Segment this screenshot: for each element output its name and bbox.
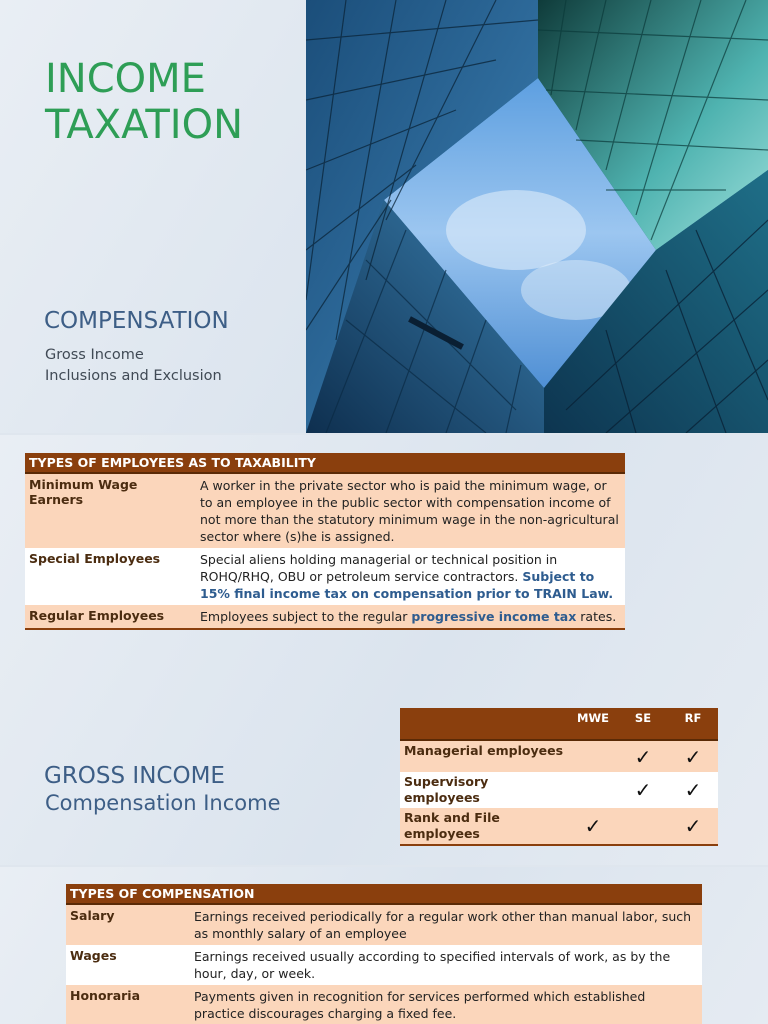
table-row xyxy=(25,473,625,548)
section-subtopics xyxy=(45,345,222,387)
description-highlight: Subject to 15% final income tax on compensation prior to TRAIN Law. xyxy=(200,569,614,601)
employee-table-header: TYPES OF EMPLOYEES AS TO TAXABILITY xyxy=(25,453,625,473)
check-icon xyxy=(568,740,618,772)
title-line-2: TAXATION xyxy=(45,102,243,148)
row-label-line: Earners xyxy=(29,492,84,507)
check-icon xyxy=(618,808,668,845)
title-slide xyxy=(0,0,768,433)
check-icon: ✓ xyxy=(668,740,718,772)
subtopic-inclusions: Inclusions and Exclusion xyxy=(45,368,222,384)
table-row xyxy=(66,985,702,1024)
row-label: Wages xyxy=(66,945,190,985)
matrix-row-label: Supervisory employees xyxy=(400,772,568,808)
check-icon: ✓ xyxy=(568,808,618,845)
table-row xyxy=(400,808,718,845)
check-icon: ✓ xyxy=(618,772,668,808)
row-label: Special Employees xyxy=(25,548,196,605)
employee-types-table xyxy=(25,453,625,630)
table-row xyxy=(25,605,625,629)
matrix-col-mwe: MWE xyxy=(568,708,618,740)
check-icon: ✓ xyxy=(618,740,668,772)
slide-title xyxy=(45,56,243,148)
title-line-1: INCOME xyxy=(45,56,206,102)
row-label: Salary xyxy=(66,904,190,945)
table-row xyxy=(66,904,702,945)
row-label xyxy=(25,473,196,548)
description-text: Employees subject to the regular xyxy=(200,609,408,624)
check-icon: ✓ xyxy=(668,772,718,808)
row-label: Regular Employees xyxy=(25,605,196,629)
matrix-corner xyxy=(400,708,568,740)
check-icon xyxy=(568,772,618,808)
description-text: Special aliens holding managerial or technical position in ROHQ/RHQ, OBU or petroleum service contractors. xyxy=(200,552,558,584)
compensation-types-table xyxy=(66,884,702,1024)
table-row xyxy=(400,772,718,808)
row-description xyxy=(196,548,625,605)
matrix-row-label: Rank and File employees xyxy=(400,808,568,845)
row-description: Earnings received periodically for a regular work other than manual labor, such as monthly salary of an employee xyxy=(190,904,702,945)
gross-income-heading: GROSS INCOME xyxy=(44,763,225,789)
row-description xyxy=(196,605,625,629)
matrix-col-se: SE xyxy=(618,708,668,740)
subtopic-gross-income: Gross Income xyxy=(45,347,144,363)
table-row xyxy=(25,548,625,605)
table-row xyxy=(66,945,702,985)
check-icon: ✓ xyxy=(668,808,718,845)
row-label-line: Minimum Wage xyxy=(29,477,138,492)
row-description: A worker in the private sector who is paid the minimum wage, or to an employee in the public sector with compensation income of not more than the statutory minimum wage in the non-agricultural sector where (s)he is assigned. xyxy=(196,473,625,548)
section-heading: COMPENSATION xyxy=(44,308,229,334)
table-row xyxy=(400,740,718,772)
row-description: Payments given in recognition for services performed which established practice discourages charging a fixed fee. xyxy=(190,985,702,1024)
matrix-row-label: Managerial employees xyxy=(400,740,568,772)
classification-matrix xyxy=(400,708,718,846)
row-description: Earnings received usually according to specified intervals of work, as by the hour, day, or week. xyxy=(190,945,702,985)
building-sky-photo xyxy=(306,0,768,433)
row-label: Honoraria xyxy=(66,985,190,1024)
taxability-slide xyxy=(0,435,768,865)
description-highlight: progressive income tax xyxy=(411,609,577,624)
gross-income-subheading: Compensation Income xyxy=(45,791,281,815)
matrix-col-rf: RF xyxy=(668,708,718,740)
compensation-table-header: TYPES OF COMPENSATION xyxy=(66,884,702,904)
compensation-types-slide xyxy=(0,867,768,1024)
description-text: rates. xyxy=(580,609,617,624)
